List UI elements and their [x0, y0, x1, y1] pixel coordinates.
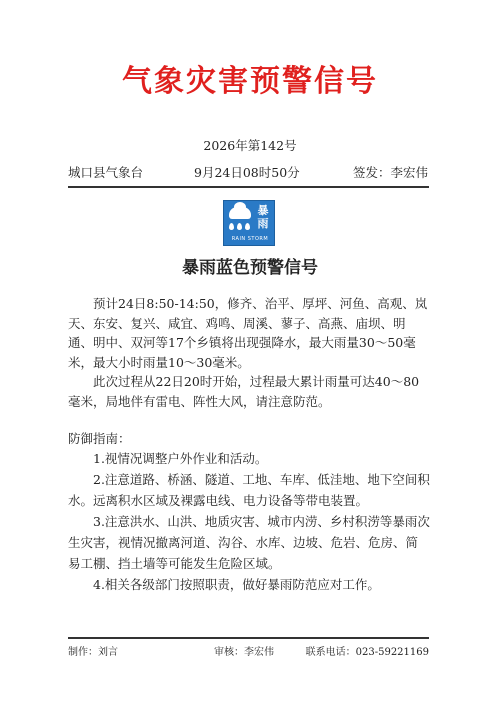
document-title: 气象灾害预警信号 [122, 64, 378, 99]
issue-info-row [68, 163, 428, 181]
issuer: 城口县气象台 [68, 165, 144, 180]
guide-list [68, 448, 430, 595]
raindrop [237, 223, 242, 230]
footer-divider [68, 637, 429, 639]
raindrop [245, 223, 250, 230]
guide-item: 1.视情况调整户外作业和活动。 [93, 451, 268, 466]
raindrops-icon [229, 223, 253, 231]
guide-item: 2.注意道路、桥涵、隧道、工地、车库、低洼地、地下空间积水。远离积水区域及裸露电线、电力设备等带电装置。 [68, 472, 430, 508]
footer [68, 643, 429, 657]
body-paragraph: 此次过程从22日20时开始，过程最大累计雨量可达40～80毫米，局地伴有雷电、阵性大风，请注意防范。 [68, 374, 420, 409]
contact-phone: 联系电话：023-59221169 [305, 647, 429, 658]
document-number: 2026年第142号 [203, 138, 297, 153]
issue-datetime: 9月24日08时50分 [194, 165, 300, 180]
body-paragraph: 预计24日8:50-14:50，修齐、治平、厚坪、河鱼、高观、岚天、东安、复兴、咸宜、鸡鸣、周溪、蓼子、高燕、庙坝、明通、明中、双河等17个乡镇将出现强降水，最大雨量30～50毫米，最大小时雨量10～30毫米。 [68, 296, 428, 370]
header-divider [68, 186, 429, 188]
signal-title: 暴雨蓝色预警信号 [182, 258, 318, 278]
icon-label-cn: 暴雨 [257, 204, 269, 230]
cloud-icon [229, 207, 251, 219]
maker: 制作：刘言 [68, 647, 118, 658]
icon-label-en: RAIN STORM [231, 236, 269, 242]
signer: 签发：李宏伟 [352, 165, 428, 180]
reviewer: 审核：李宏伟 [214, 647, 274, 658]
guide-heading: 防御指南： [68, 431, 131, 446]
rainstorm-signal-icon [223, 200, 275, 246]
warning-body [68, 294, 430, 411]
guide-item: 3.注意洪水、山洪、地质灾害、城市内涝、乡村积涝等暴雨次生灾害，视情况撤离河道、沟谷、水库、边坡、危岩、危房、简易工棚、挡土墙等可能发生危险区域。 [68, 514, 430, 571]
guide-item: 4.相关各级部门按照职责，做好暴雨防范应对工作。 [93, 577, 380, 592]
raindrop [229, 223, 234, 230]
